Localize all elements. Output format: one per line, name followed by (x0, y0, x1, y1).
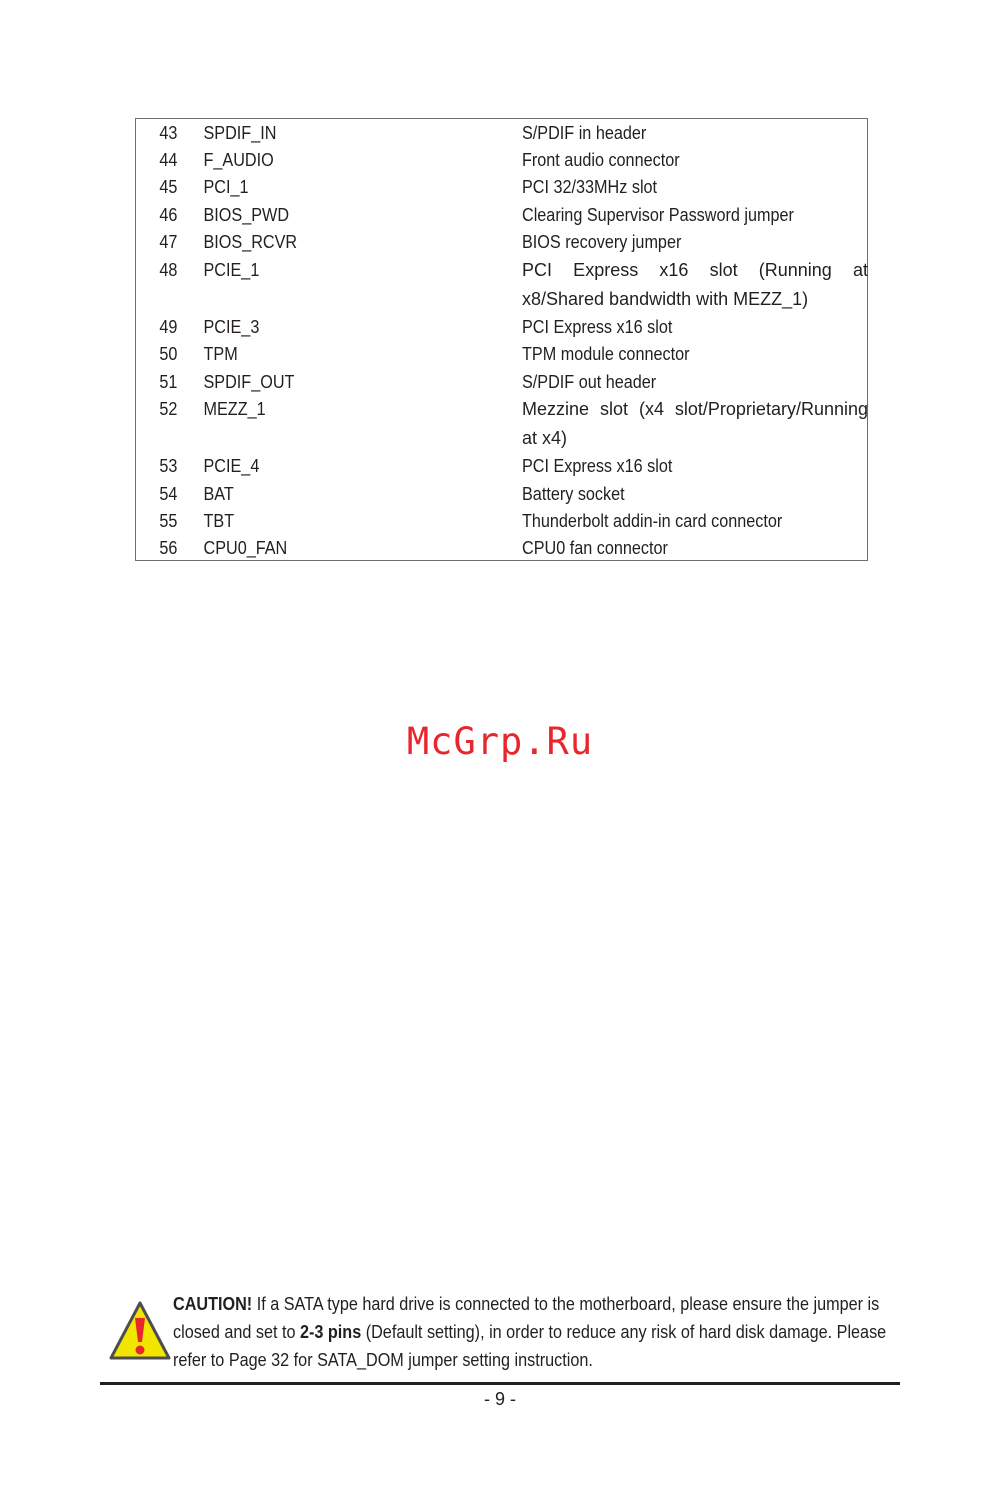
row-code: CPU0_FAN (203, 538, 288, 558)
row-description: S/PDIF out header (522, 372, 657, 392)
row-number: 50 (159, 344, 178, 364)
caution-pins: 2-3 pins (299, 1322, 362, 1342)
row-number: 51 (159, 372, 178, 392)
row-code: PCIE_3 (203, 317, 260, 337)
row-description: Thunderbolt addin-in card connector (522, 511, 783, 531)
row-number: 45 (159, 177, 178, 197)
row-code: PCIE_4 (203, 456, 260, 476)
component-table (135, 118, 868, 561)
row-description: PCI Express x16 slot (Running at x8/Shared bandwidth with MEZZ_1) (522, 260, 868, 309)
caution-label: CAUTION! (173, 1294, 253, 1314)
row-code: SPDIF_IN (203, 123, 277, 143)
page-number: - 9 - (483, 1389, 516, 1409)
row-code: BIOS_RCVR (203, 232, 298, 252)
row-description: Battery socket (522, 484, 625, 504)
row-description: CPU0 fan connector (522, 538, 668, 558)
row-code: PCIE_1 (203, 260, 260, 280)
row-code: BIOS_PWD (203, 205, 290, 225)
row-number: 53 (159, 456, 178, 476)
warning-icon (108, 1300, 172, 1362)
row-number: 56 (159, 538, 178, 558)
row-code: BAT (203, 484, 234, 504)
row-code: PCI_1 (203, 177, 249, 197)
watermark: McGrp.Ru (406, 720, 594, 763)
row-description: PCI 32/33MHz slot (522, 177, 658, 197)
row-number: 54 (159, 484, 178, 504)
row-code: F_AUDIO (203, 150, 274, 170)
row-number: 43 (159, 123, 178, 143)
row-description: Front audio connector (522, 150, 680, 170)
row-number: 44 (159, 150, 178, 170)
row-code: MEZZ_1 (203, 399, 266, 419)
row-code: TBT (203, 511, 235, 531)
row-code: TPM (203, 344, 238, 364)
row-description: PCI Express x16 slot (522, 317, 673, 337)
row-description: S/PDIF in header (522, 123, 647, 143)
row-number: 52 (159, 399, 178, 419)
caution-body-1: If a SATA type hard drive is connected to the motherboard, please ensure the jumper is closed and set to (173, 1294, 880, 1342)
caution-text (173, 1290, 893, 1374)
row-number: 49 (159, 317, 178, 337)
row-number: 48 (159, 260, 178, 280)
row-description: TPM module connector (522, 344, 690, 364)
row-description: BIOS recovery jumper (522, 232, 682, 252)
footer-rule (100, 1382, 900, 1385)
row-description: PCI Express x16 slot (522, 456, 673, 476)
row-description: Mezzine slot (x4 slot/Proprietary/Running at x4) (522, 399, 868, 448)
row-code: SPDIF_OUT (203, 372, 295, 392)
row-number: 47 (159, 232, 178, 252)
caution-body-2: (Default setting), in order to reduce any risk of hard disk damage. Please refer to Page 32 for SATA_DOM jumper setting instruction. (173, 1322, 887, 1370)
row-description: Clearing Supervisor Password jumper (522, 205, 794, 225)
row-number: 46 (159, 205, 178, 225)
row-number: 55 (159, 511, 178, 531)
